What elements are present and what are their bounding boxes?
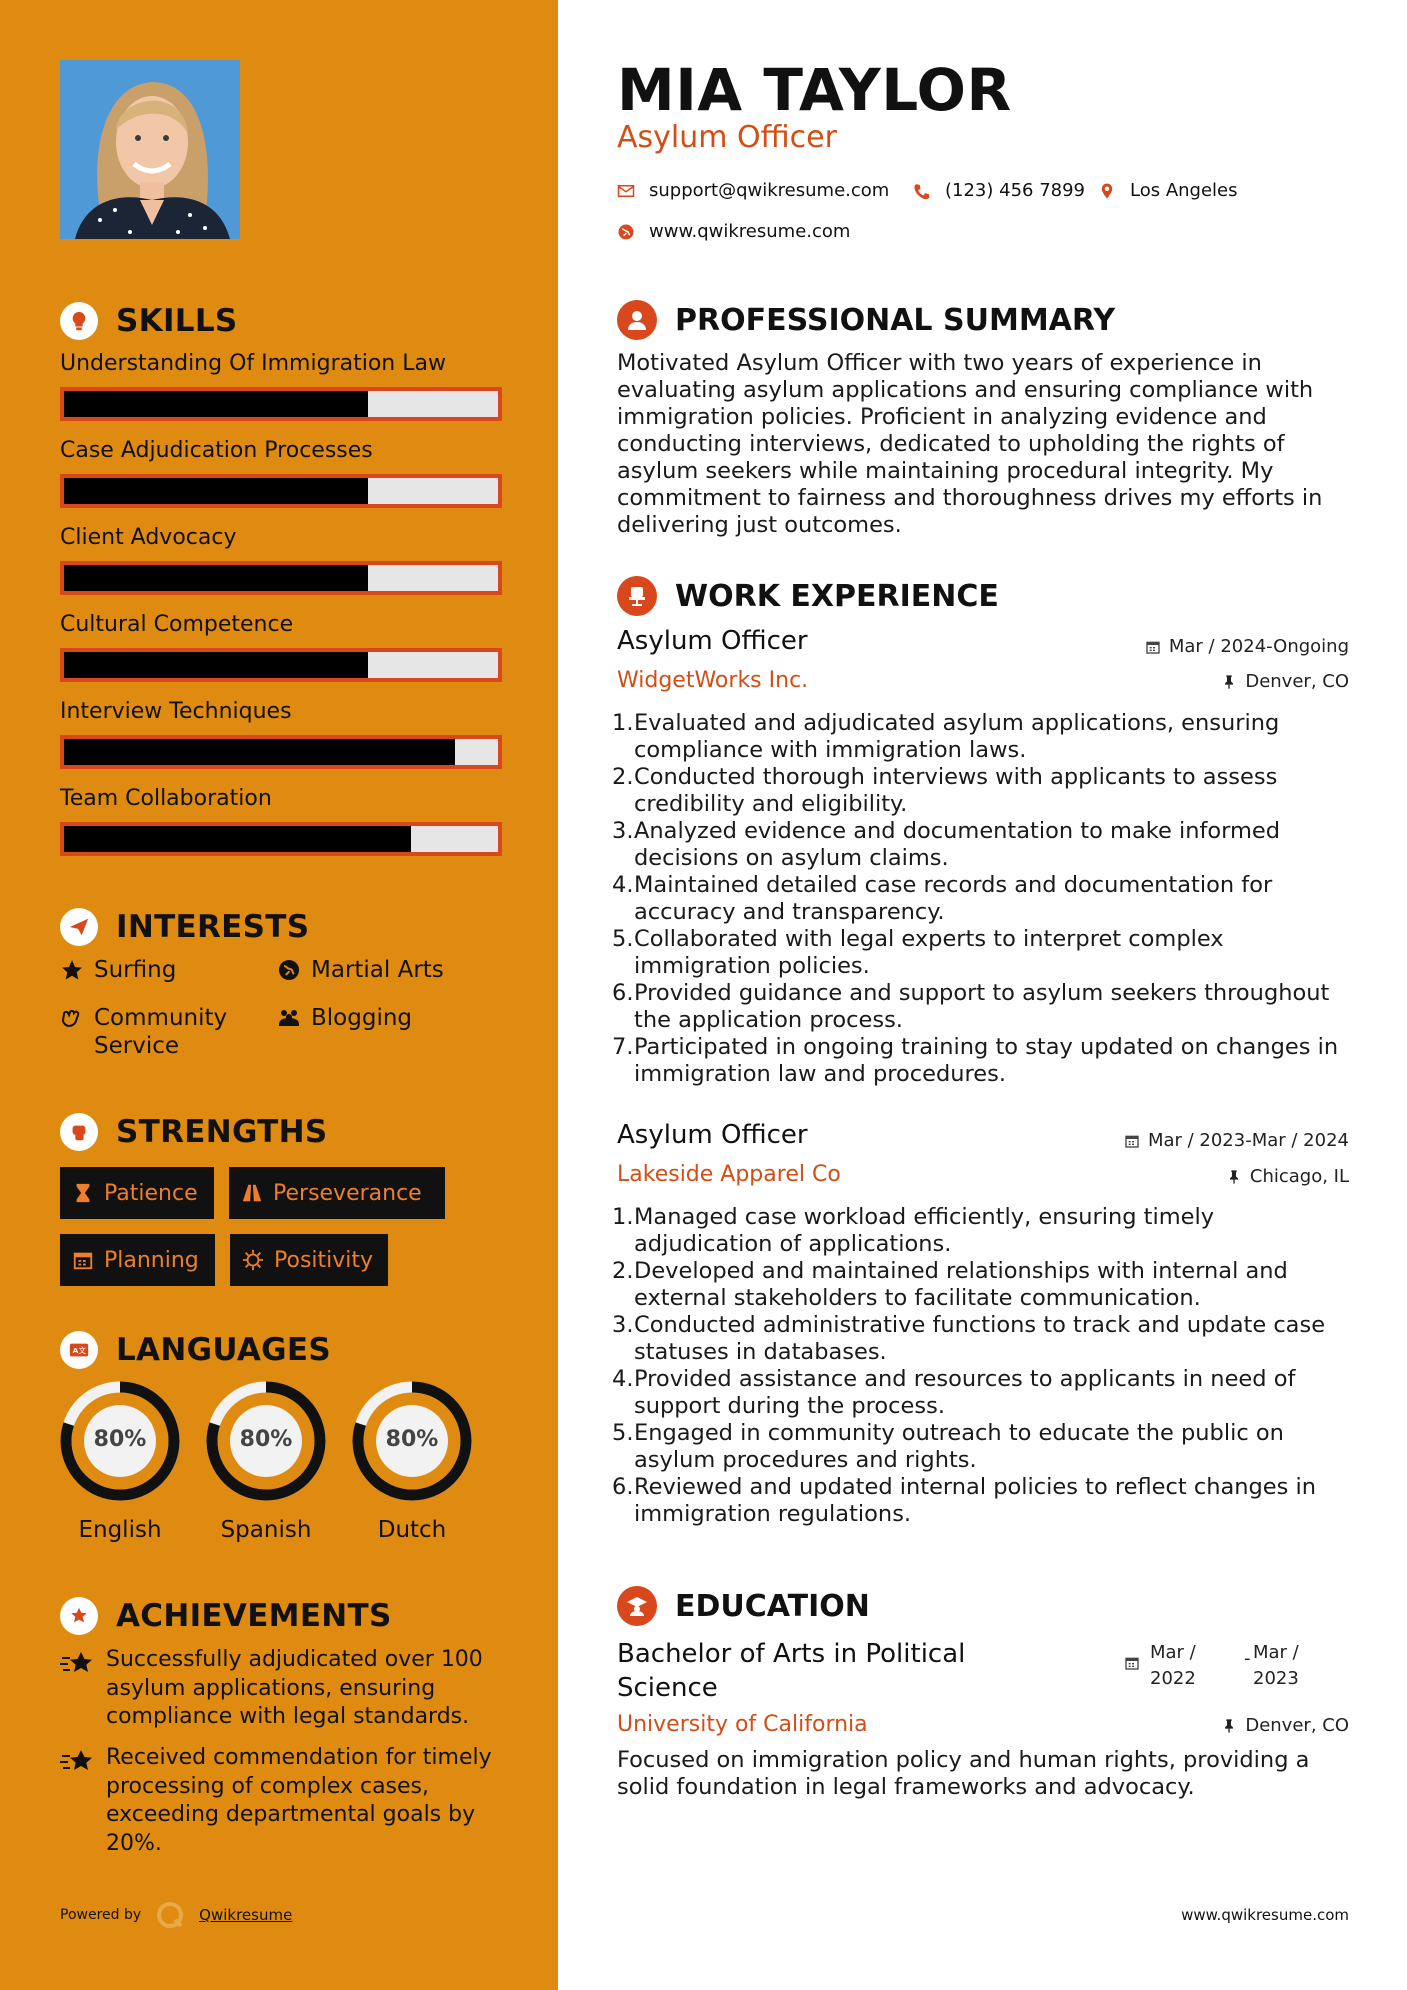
- job-dates: [1124, 1130, 1349, 1151]
- skill-fill: [64, 652, 368, 678]
- website-text: www.qwikresume.com: [649, 221, 851, 242]
- job-dates: [1145, 636, 1349, 657]
- strength-tag: [60, 1167, 214, 1219]
- education-location-text: Denver, CO: [1245, 1715, 1349, 1736]
- chair-icon: [617, 576, 657, 616]
- education-location: [1221, 1715, 1349, 1736]
- education-description: Focused on immigration policy and human rights, providing a solid foundation in legal frameworks and advocacy.: [617, 1747, 1310, 1800]
- calendar-icon: [72, 1249, 94, 1271]
- language-item: [350, 1379, 474, 1543]
- candidate-role: Asylum Officer: [617, 120, 837, 155]
- skill-item: [60, 436, 502, 508]
- duty-item: 4. Provided assistance and resources to applicants in need of support during the process.: [612, 1366, 1352, 1420]
- language-icon: [60, 1331, 98, 1369]
- graduate-icon: [617, 1586, 657, 1626]
- skill-item: [60, 523, 502, 595]
- interest-item: [60, 1004, 260, 1060]
- award-star-icon: [60, 1748, 94, 1778]
- language-percent: 80%: [93, 1427, 147, 1452]
- education-heading: [617, 1586, 870, 1626]
- achievement-text: Successfully adjudicated over 100 asylum applications, ensuring compliance with legal standards.: [106, 1647, 483, 1729]
- skill-item: [60, 610, 502, 682]
- language-item: [204, 1379, 328, 1543]
- interest-item: [277, 1004, 412, 1032]
- language-percent: 80%: [385, 1427, 439, 1452]
- contact-email[interactable]: [617, 180, 889, 201]
- contact-phone[interactable]: [913, 180, 1085, 201]
- job-location: [1226, 1166, 1349, 1187]
- road-icon: [241, 1182, 263, 1204]
- candidate-name: MIA TAYLOR: [617, 56, 1012, 124]
- degree-title: Bachelor of Arts in Political Science: [617, 1639, 966, 1703]
- skill-item: [60, 697, 502, 769]
- pushpin-icon: [1226, 1169, 1242, 1185]
- qwikresume-link[interactable]: Qwikresume: [199, 1906, 293, 1924]
- strength-label: Patience: [104, 1180, 198, 1206]
- lightbulb-icon: [60, 302, 98, 340]
- job-location-text: Denver, CO: [1245, 671, 1349, 692]
- skill-item: [60, 349, 502, 421]
- education-date-separator: -: [1244, 1648, 1251, 1669]
- duty-item: 3. Analyzed evidence and documentation to make informed decisions on asylum claims.: [612, 818, 1352, 872]
- hourglass-icon: [72, 1182, 94, 1204]
- duty-item: 5. Collaborated with legal experts to interpret complex immigration policies.: [612, 926, 1352, 980]
- contact-website[interactable]: [617, 221, 850, 242]
- duty-text: Participated in ongoing training to stay updated on changes in immigration law and procedures.: [634, 1034, 1339, 1087]
- interests-title: INTERESTS: [116, 909, 310, 945]
- pushpin-icon: [1221, 1718, 1237, 1734]
- duty-item: 6. Reviewed and updated internal policies to reflect changes in immigration regulations.: [612, 1474, 1352, 1528]
- phone-icon: [913, 182, 931, 200]
- skills-title: SKILLS: [116, 303, 238, 339]
- strength-tag: [60, 1234, 215, 1286]
- duty-item: 6. Provided guidance and support to asylum seekers throughout the application process.: [612, 980, 1352, 1034]
- summary-title: PROFESSIONAL SUMMARY: [675, 302, 1116, 338]
- strength-label: Planning: [104, 1247, 199, 1273]
- duty-item: 1. Managed case workload efficiently, ensuring timely adjudication of applications.: [612, 1204, 1352, 1258]
- email-text: support@qwikresume.com: [649, 180, 890, 201]
- achievement-item: [60, 1646, 500, 1732]
- star-icon: [60, 958, 84, 982]
- languages-title: LANGUAGES: [116, 1332, 331, 1368]
- achievements-title: ACHIEVEMENTS: [116, 1598, 392, 1634]
- education-end: Mar / 2023: [1253, 1642, 1299, 1689]
- skill-bar: [60, 735, 502, 769]
- sidebar: [0, 0, 558, 1990]
- duty-item: 4. Maintained detailed case records and documentation for accuracy and transparency.: [612, 872, 1352, 926]
- duty-list: [612, 1204, 1352, 1528]
- experience-heading: [617, 576, 999, 616]
- experience-title: WORK EXPERIENCE: [675, 578, 999, 614]
- duty-text: Reviewed and updated internal policies to reflect changes in immigration regulations.: [634, 1474, 1317, 1527]
- company-name: Lakeside Apparel Co: [617, 1162, 841, 1187]
- job-title: Asylum Officer: [617, 626, 808, 656]
- globe-icon: [277, 958, 301, 982]
- star-badge-icon: [60, 1597, 98, 1635]
- duty-text: Conducted administrative functions to track and update case statuses in databases.: [634, 1312, 1326, 1365]
- duty-item: 2. Conducted thorough interviews with applicants to assess credibility and eligibility.: [612, 764, 1352, 818]
- duty-text: Maintained detailed case records and documentation for accuracy and transparency.: [634, 872, 1273, 925]
- award-star-icon: [60, 1650, 94, 1680]
- school-name: University of California: [617, 1712, 868, 1737]
- skill-bar: [60, 561, 502, 595]
- pushpin-icon: [1221, 674, 1237, 690]
- user-icon: [617, 300, 657, 340]
- duty-text: Analyzed evidence and documentation to make informed decisions on asylum claims.: [634, 818, 1281, 871]
- skill-bar: [60, 648, 502, 682]
- duty-list: [612, 710, 1352, 1088]
- sun-icon: [242, 1249, 264, 1271]
- job-title: Asylum Officer: [617, 1120, 808, 1150]
- duty-item: 3. Conducted administrative functions to track and update case statuses in databases.: [612, 1312, 1352, 1366]
- map-pin-icon: [1098, 182, 1116, 200]
- duty-item: 5. Engaged in community outreach to educate the public on asylum procedures and rights.: [612, 1420, 1352, 1474]
- duty-item: 1. Evaluated and adjudicated asylum applications, ensuring compliance with immigration laws.: [612, 710, 1352, 764]
- duty-text: Collaborated with legal experts to interpret complex immigration policies.: [634, 926, 1224, 979]
- interest-label: Blogging: [311, 1005, 413, 1031]
- skill-fill: [64, 391, 368, 417]
- strength-label: Positivity: [274, 1247, 374, 1273]
- skill-name: Interview Techniques: [60, 699, 292, 724]
- group-icon: [277, 1006, 301, 1030]
- summary-heading: [617, 300, 1115, 340]
- strength-tag: [230, 1234, 388, 1286]
- skill-bar: [60, 474, 502, 508]
- skill-item: [60, 784, 502, 856]
- skill-name: Team Collaboration: [60, 786, 272, 811]
- calendar-icon: [1124, 1655, 1140, 1671]
- fist-icon: [60, 1113, 98, 1151]
- qwikresume-logo-icon: [155, 1900, 185, 1930]
- skill-name: Case Adjudication Processes: [60, 438, 373, 463]
- interest-item: [60, 956, 176, 984]
- duty-text: Provided assistance and resources to applicants in need of support during the process.: [634, 1366, 1296, 1419]
- calendar-icon: [1124, 1133, 1140, 1149]
- language-item: [58, 1379, 182, 1543]
- languages-heading: [60, 1331, 331, 1369]
- duty-text: Provided guidance and support to asylum seekers throughout the application process.: [634, 980, 1330, 1033]
- strength-tag: [229, 1167, 445, 1219]
- skill-bar: [60, 822, 502, 856]
- achievement-text: Received commendation for timely processing of complex cases, exceeding departmental goals by 20%.: [106, 1745, 492, 1856]
- duty-text: Engaged in community outreach to educate the public on asylum procedures and rights.: [634, 1420, 1284, 1473]
- company-name: WidgetWorks Inc.: [617, 668, 809, 693]
- education-start: Mar / 2022: [1150, 1642, 1196, 1689]
- language-name: English: [78, 1517, 162, 1543]
- education-title: EDUCATION: [675, 1588, 870, 1624]
- powered-by-label: Powered by: [60, 1907, 142, 1923]
- duty-item: 7. Participated in ongoing training to stay updated on changes in immigration law and procedures.: [612, 1034, 1352, 1088]
- duty-item: 2. Developed and maintained relationships with internal and external stakeholders to facilitate communication.: [612, 1258, 1352, 1312]
- skill-name: Understanding Of Immigration Law: [60, 351, 446, 376]
- phone-text: (123) 456 7899: [945, 180, 1086, 201]
- achievement-item: [60, 1744, 500, 1858]
- paper-plane-icon: [60, 908, 98, 946]
- job-dates-text: Mar / 2024-Ongoing: [1168, 636, 1349, 657]
- duty-text: Evaluated and adjudicated asylum applications, ensuring compliance with immigration laws.: [634, 710, 1280, 763]
- footer-url[interactable]: www.qwikresume.com: [1181, 1906, 1349, 1924]
- duty-text: Conducted thorough interviews with applicants to assess credibility and eligibility.: [634, 764, 1278, 817]
- job-location: [1221, 671, 1349, 692]
- duty-text: Managed case workload efficiently, ensuring timely adjudication of applications.: [634, 1204, 1215, 1257]
- skill-bar: [60, 387, 502, 421]
- strength-label: Perseverance: [273, 1180, 422, 1206]
- location-text: Los Angeles: [1130, 180, 1238, 201]
- language-percent: 80%: [239, 1427, 293, 1452]
- interest-label: Community Service: [94, 1005, 228, 1059]
- contact-location: [1098, 180, 1238, 201]
- skill-fill: [64, 826, 411, 852]
- calendar-icon: [1145, 639, 1161, 655]
- language-name: Dutch: [377, 1517, 447, 1543]
- language-ring: [350, 1379, 474, 1503]
- duty-text: Developed and maintained relationships with internal and external stakeholders to facilitate communication.: [634, 1258, 1288, 1311]
- job-location-text: Chicago, IL: [1249, 1166, 1349, 1187]
- interest-item: [277, 956, 444, 984]
- hand-icon: [60, 1006, 84, 1030]
- strengths-heading: [60, 1113, 327, 1151]
- profile-photo: [60, 60, 240, 239]
- skill-fill: [64, 565, 368, 591]
- envelope-icon: [617, 182, 635, 200]
- achievements-heading: [60, 1597, 392, 1635]
- summary-text: Motivated Asylum Officer with two years of experience in evaluating asylum applications and ensuring compliance with immigration policies. Proficient in analyzing evidence and conducting interviews, dedicated to upholding the rights of asylum seekers while maintaining procedural integrity. My commitment to fairness and thoroughness drives my efforts in delivering just outcomes.: [617, 350, 1323, 538]
- language-name: Spanish: [220, 1517, 312, 1543]
- interest-label: Martial Arts: [311, 957, 444, 983]
- skill-fill: [64, 739, 455, 765]
- skill-name: Cultural Competence: [60, 612, 294, 637]
- interests-heading: [60, 908, 309, 946]
- language-ring: [58, 1379, 182, 1503]
- language-ring: [204, 1379, 328, 1503]
- skill-name: Client Advocacy: [60, 525, 237, 550]
- svg-text:A文: A文: [72, 1345, 87, 1355]
- job-dates-text: Mar / 2023-Mar / 2024: [1147, 1130, 1349, 1151]
- interest-label: Surfing: [94, 957, 177, 983]
- skills-heading: [60, 302, 238, 340]
- globe-icon: [617, 223, 635, 241]
- powered-by: [60, 1900, 292, 1930]
- strengths-title: STRENGTHS: [116, 1114, 328, 1150]
- skill-fill: [64, 478, 368, 504]
